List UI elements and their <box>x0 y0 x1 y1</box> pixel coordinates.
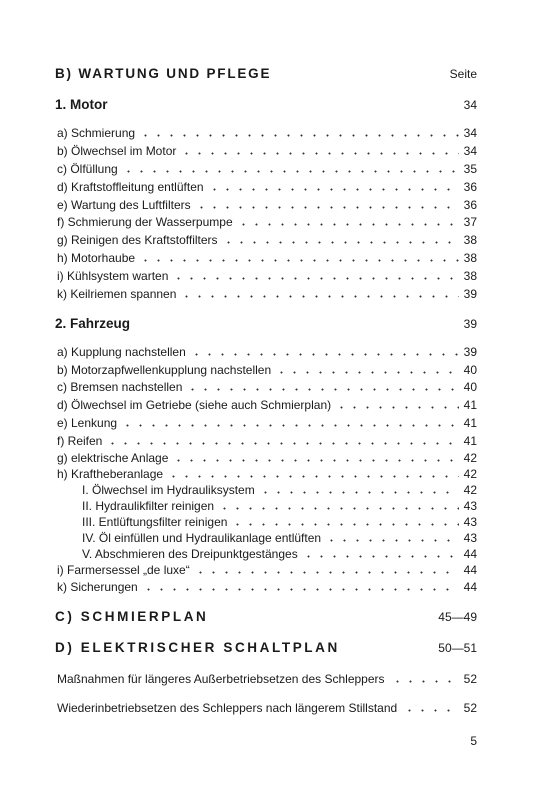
entry-label: i) Farmersessel „de luxe“ <box>57 563 190 577</box>
leader-dots <box>139 253 459 262</box>
entry-page: 40 <box>463 363 477 377</box>
entry-label: Maßnahmen für längeres Außerbetriebsetzen des Schleppers <box>57 672 385 686</box>
leader-dots <box>142 582 459 591</box>
entry-page: 41 <box>463 434 477 448</box>
entry-label: e) Wartung des Luftfilters <box>57 198 191 212</box>
section-d-title: D) ELEKTRISCHER SCHALTPLAN <box>55 640 340 655</box>
toc-subentry-dreipunktgestaenge[interactable] <box>82 547 477 563</box>
entry-label: k) Sicherungen <box>57 580 138 594</box>
section-motor-heading <box>55 97 477 115</box>
toc-entry-motorhaube[interactable] <box>57 251 477 267</box>
entry-page: 34 <box>463 126 477 140</box>
section-c-title: C) SCHMIERPLAN <box>55 609 209 624</box>
toc-entry-kraftheberanlage[interactable] <box>57 467 477 483</box>
toc-entry-kraftstoffleitung[interactable] <box>57 180 477 196</box>
leader-dots <box>194 565 459 574</box>
toc-subentry-entlueftungsfilter[interactable] <box>82 515 477 531</box>
entry-page: 35 <box>463 162 477 176</box>
leader-dots <box>167 469 459 478</box>
leader-dots <box>121 418 459 427</box>
section-motor-title: 1. Motor <box>55 97 108 112</box>
section-fahrzeug-page: 39 <box>463 317 477 331</box>
entry-page: 44 <box>463 547 477 561</box>
entry-label: IV. Öl einfüllen und Hydraulikanlage entlüften <box>82 531 322 545</box>
toc-subentry-oelwechsel-hydraulik[interactable] <box>82 483 477 499</box>
section-fahrzeug-heading <box>55 316 477 334</box>
entry-page: 38 <box>463 233 477 247</box>
entry-label: k) Keilriemen spannen <box>57 287 177 301</box>
leader-dots <box>275 365 459 374</box>
leader-dots <box>208 182 459 191</box>
entry-label: f) Reifen <box>57 434 103 448</box>
entry-page: 52 <box>463 672 477 686</box>
entry-label: i) Kühlsystem warten <box>57 269 169 283</box>
entry-label: III. Entlüftungsfilter reinigen <box>82 515 228 529</box>
page-column-heading: Seite <box>449 67 477 81</box>
toc-entry-oelwechsel-getriebe[interactable] <box>57 398 477 414</box>
entry-label: II. Hydraulikfilter reinigen <box>82 499 215 513</box>
toc-entry-schmierung[interactable] <box>57 126 477 142</box>
section-c-page: 45—49 <box>438 610 477 624</box>
entry-page: 38 <box>463 251 477 265</box>
entry-page: 44 <box>463 563 477 577</box>
entry-label: d) Kraftstoffleitung entlüften <box>57 180 204 194</box>
entry-page: 42 <box>463 451 477 465</box>
entry-page: 36 <box>463 180 477 194</box>
entry-page: 36 <box>463 198 477 212</box>
toc-entry-oelfuellung[interactable] <box>57 162 477 178</box>
entry-label: g) elektrische Anlage <box>57 451 169 465</box>
leader-dots <box>190 347 459 356</box>
leader-dots <box>222 235 459 244</box>
leader-dots <box>180 146 459 155</box>
entry-label: b) Motorzapfwellenkupplung nachstellen <box>57 363 272 377</box>
toc-entry-oelwechsel-motor[interactable] <box>57 144 477 160</box>
section-d-heading[interactable] <box>55 640 477 658</box>
leader-dots <box>391 674 458 683</box>
toc-entry-luftfilter[interactable] <box>57 198 477 214</box>
entry-page: 42 <box>463 467 477 481</box>
entry-page: 39 <box>463 345 477 359</box>
toc-entry-elektrische-anlage[interactable] <box>57 451 477 467</box>
entry-label: c) Bremsen nachstellen <box>57 380 183 394</box>
entry-page: 34 <box>463 144 477 158</box>
leader-dots <box>335 400 459 409</box>
leader-dots <box>325 533 459 542</box>
section-motor-page: 34 <box>463 98 477 112</box>
entry-label: a) Schmierung <box>57 126 136 140</box>
entry-page: 41 <box>463 416 477 430</box>
toc-entry-motorzapfwellenkupplung[interactable] <box>57 363 477 379</box>
entry-label: h) Kraftheberanlage <box>57 467 164 481</box>
toc-entry-farmersessel[interactable] <box>57 563 477 579</box>
leader-dots <box>302 549 459 558</box>
leader-dots <box>172 453 459 462</box>
section-b-title: B) WARTUNG UND PFLEGE <box>55 66 272 81</box>
entry-page: 43 <box>463 515 477 529</box>
entry-page: 37 <box>463 215 477 229</box>
leader-dots <box>237 217 459 226</box>
toc-header <box>55 66 477 84</box>
leader-dots <box>259 485 459 494</box>
toc-entry-wiederinbetriebsetzen[interactable] <box>57 701 477 717</box>
entry-label: Wiederinbetriebsetzen des Schleppers nach längerem Stillstand <box>57 701 398 715</box>
entry-page: 43 <box>463 499 477 513</box>
toc-entry-reifen[interactable] <box>57 434 477 450</box>
page-number: 5 <box>470 734 477 748</box>
entry-page: 44 <box>463 580 477 594</box>
leader-dots <box>218 501 459 510</box>
entry-label: f) Schmierung der Wasserpumpe <box>57 215 233 229</box>
toc-subentry-oel-einfuellen[interactable] <box>82 531 477 547</box>
toc-entry-lenkung[interactable] <box>57 416 477 432</box>
toc-entry-bremsen[interactable] <box>57 380 477 396</box>
toc-entry-ausserbetriebsetzen[interactable] <box>57 672 477 688</box>
entry-label: e) Lenkung <box>57 416 118 430</box>
entry-page: 43 <box>463 531 477 545</box>
leader-dots <box>122 164 459 173</box>
entry-label: g) Reinigen des Kraftstoffilters <box>57 233 218 247</box>
toc-entry-sicherungen[interactable] <box>57 580 477 596</box>
leader-dots <box>186 382 459 391</box>
toc-entry-kupplung[interactable] <box>57 345 477 361</box>
entry-page: 40 <box>463 380 477 394</box>
entry-page: 42 <box>463 483 477 497</box>
entry-label: V. Abschmieren des Dreipunktgestänges <box>82 547 298 561</box>
toc-entry-kraftstoffilter[interactable] <box>57 233 477 249</box>
entry-page: 52 <box>463 701 477 715</box>
entry-label: I. Ölwechsel im Hydrauliksystem <box>82 483 255 497</box>
entry-label: c) Ölfüllung <box>57 162 118 176</box>
toc-entry-wasserpumpe[interactable] <box>57 215 477 231</box>
leader-dots <box>180 289 459 298</box>
section-fahrzeug-title: 2. Fahrzeug <box>55 316 131 331</box>
section-c-heading[interactable] <box>55 609 477 627</box>
leader-dots <box>403 703 457 712</box>
entry-page: 41 <box>463 398 477 412</box>
entry-page: 39 <box>463 287 477 301</box>
entry-label: h) Motorhaube <box>57 251 136 265</box>
section-d-page: 50—51 <box>438 641 477 655</box>
leader-dots <box>106 436 459 445</box>
toc-subentry-hydraulikfilter[interactable] <box>82 499 477 515</box>
leader-dots <box>231 517 459 526</box>
entry-label: d) Ölwechsel im Getriebe (siehe auch Schmierplan) <box>57 398 332 412</box>
entry-label: b) Ölwechsel im Motor <box>57 144 177 158</box>
leader-dots <box>195 200 459 209</box>
leader-dots <box>172 271 459 280</box>
entry-label: a) Kupplung nachstellen <box>57 345 186 359</box>
leader-dots <box>139 128 459 137</box>
toc-entry-keilriemen[interactable] <box>57 287 477 303</box>
entry-page: 38 <box>463 269 477 283</box>
toc-entry-kuehlsystem[interactable] <box>57 269 477 285</box>
